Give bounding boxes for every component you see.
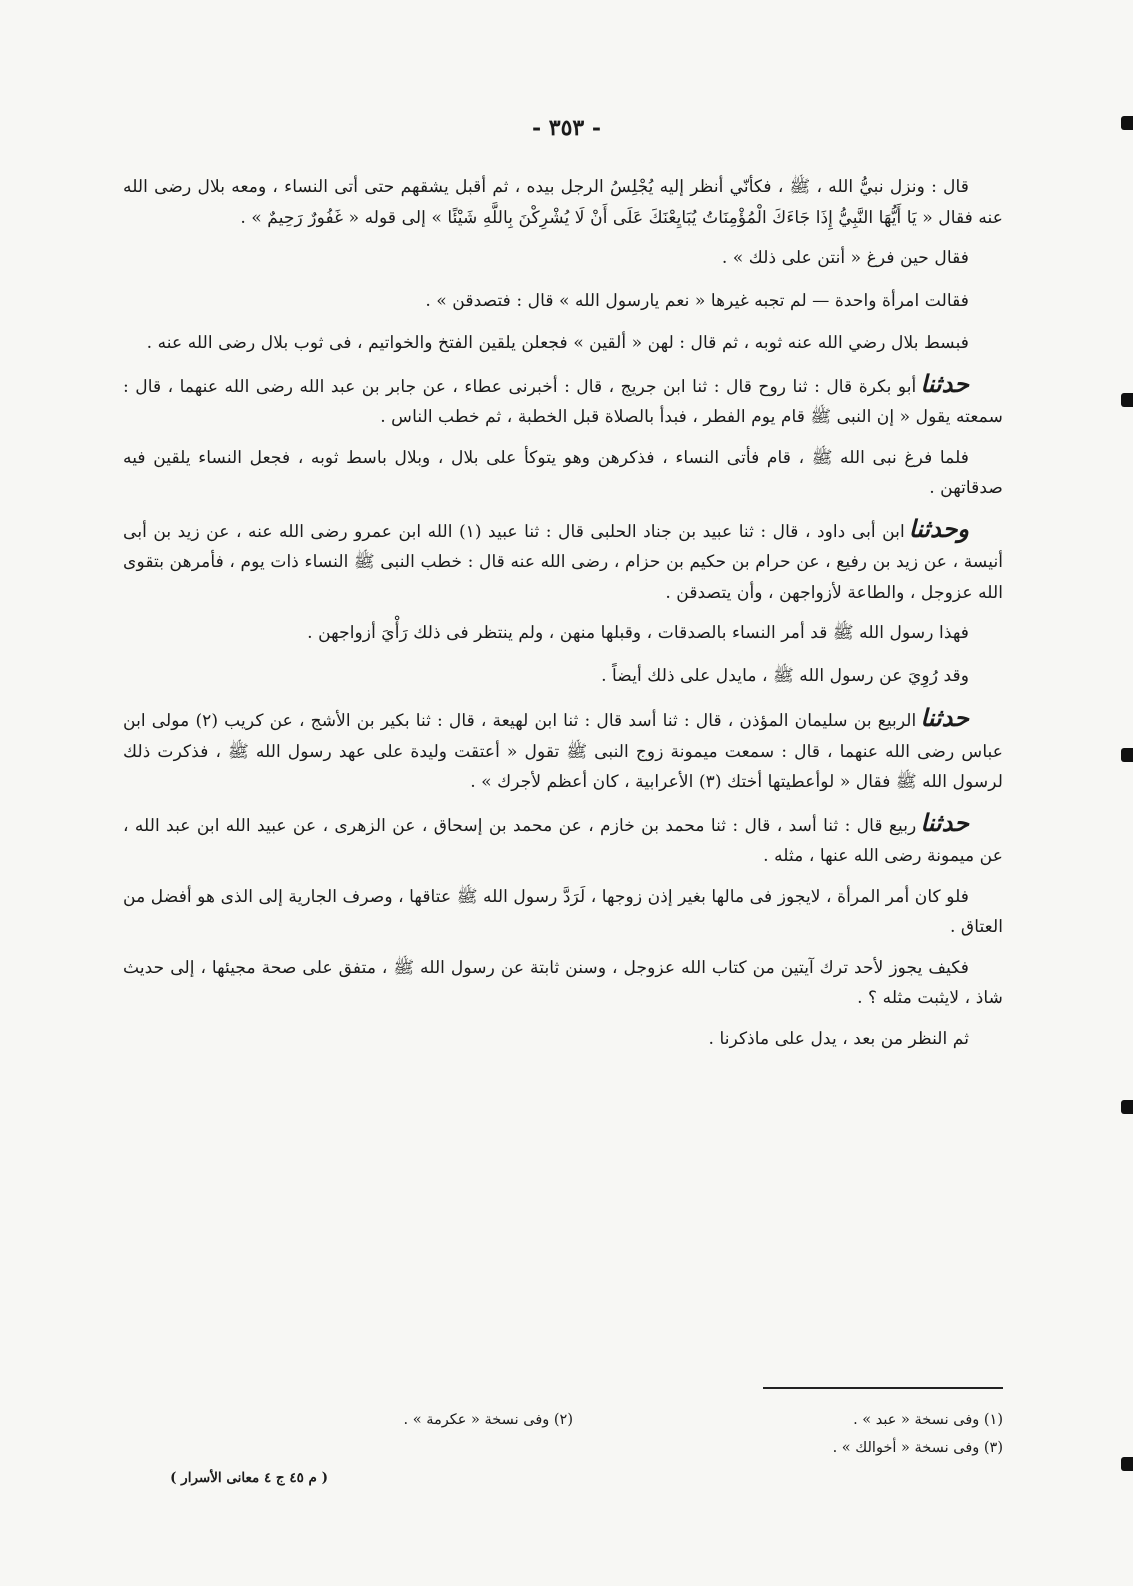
hadith-keyword: حدثنا xyxy=(920,703,969,732)
page-number: - ٣٥٣ - xyxy=(531,115,602,141)
body-text xyxy=(123,172,1003,1064)
paragraph-text: فبسط بلال رضي الله عنه ثوبه ، ثم قال : لهن « ألقين » فجعلن يلقين الفتخ والخواتيم ، فى ثوب بلال رضى الله عنه . xyxy=(146,333,969,353)
paragraph-text: فهذا رسول الله ﷺ قد أمر النساء بالصدقات ، وقبلها منهن ، ولم ينتظر فى ذلك رَأْيَ أزواجهن . xyxy=(307,623,969,643)
paragraph-text: وقد رُوِيَ عن رسول الله ﷺ ، مايدل على ذلك أيضاً . xyxy=(601,665,969,686)
paragraph xyxy=(123,953,1003,1014)
hadith-paragraph xyxy=(123,703,1003,798)
paragraph-text: ثم النظر من بعد ، يدل على ماذكرنا . xyxy=(708,1028,969,1049)
hadith-paragraph xyxy=(123,514,1003,609)
paragraph xyxy=(123,661,1003,692)
paragraph-text: قال : ونزل نبيُّ الله ، ﷺ ، فكأنّي أنظر إليه يُجْلِسُ الرجل بيده ، ثم أقبل يشقهم حتى أتى النساء ، ومعه بلال رضى الله عنه فقال « يَا أَيُّهَا النَّبِيُّ إِذَا جَاءَكَ الْمُؤْمِنَاتُ يُبَايِعْنَكَ عَلَى أَنْ لَا يُشْرِكْنَ بِاللَّهِ شَيْئًا » إلى قوله « غَفُورٌ رَحِيمٌ » . xyxy=(123,177,1003,228)
paragraph-text: أبو بكرة قال : ثنا روح قال : ثنا ابن جريج ، قال : أخبرنى عطاء ، عن جابر بن عبد الله رضى الله عنهما ، قال : سمعته يقول « إن النبى ﷺ قام يوم الفطر ، فبدأ بالصلاة قبل الخطبة ، ثم خطب الناس . xyxy=(123,376,1003,427)
hadith-paragraph xyxy=(123,369,1003,433)
page-edge-mark xyxy=(1121,748,1133,762)
paragraph xyxy=(123,172,1003,233)
page-edge-mark xyxy=(1121,393,1133,407)
paragraph-text: فلو كان أمر المرأة ، لايجوز فى مالها بغير إذن زوجها ، لَرَدَّ رسول الله ﷺ عتاقها ، وصرف الجارية إلى الذى هو أفضل من العتاق . xyxy=(123,886,1003,937)
footnote-3: (٣) وفى نسخة « أخوالك » . xyxy=(832,1440,1003,1456)
hadith-keyword: حدثنا xyxy=(920,807,969,837)
paragraph xyxy=(123,328,1003,359)
footnote-column xyxy=(293,1406,573,1434)
paragraph xyxy=(123,882,1003,943)
paragraph xyxy=(123,618,1003,649)
hadith-keyword: وحدثنا xyxy=(908,513,970,543)
page-edge-mark xyxy=(1121,1457,1133,1471)
paragraph-text: ربيع قال : ثنا أسد ، قال : ثنا محمد بن خازم ، عن محمد بن إسحاق ، عن الزهرى ، عن عبيد الله ابن عبد الله ، عن ميمونة رضى الله عنها ، مثله . xyxy=(123,815,1003,866)
paragraph-text: فقالت امرأة واحدة — لم تجبه غيرها « نعم يارسول الله » قال : فتصدقن » . xyxy=(425,290,969,311)
footnote-1: (١) وفى نسخة « عبد » . xyxy=(853,1412,1003,1428)
footnote-2: (٢) وفى نسخة « عكرمة » . xyxy=(403,1412,573,1428)
page-edge-mark xyxy=(1121,1100,1133,1114)
paragraph-text: ابن أبى داود ، قال : ثنا عبيد بن جناد الحلبى قال : ثنا عبيد (١) الله ابن عمرو رضى الله عنه ، عن زيد بن أبى أنيسة ، عن زيد بن رفيع ، عن حرام بن حكيم بن حزام ، رضى الله عنه قال : خطب النبى ﷺ النساء ذات يوم ، فأمرهن بتقوى الله عزوجل ، والطاعة لأزواجهن ، وأن يتصدقن . xyxy=(123,521,1003,603)
hadith-keyword: حدثنا xyxy=(920,368,969,398)
footnote-divider xyxy=(763,1387,1003,1389)
paragraph xyxy=(123,286,1003,317)
paragraph-text: الربيع بن سليمان المؤذن ، قال : ثنا أسد قال : ثنا ابن لهيعة ، قال : ثنا بكير بن الأشج ، عن كريب (٢) مولى ابن عباس رضى الله عنهما ، قال : سمعت ميمونة زوج النبى ﷺ تقول « أعتقت وليدة على عهد رسول الله ﷺ ، فذكرت ذلك لرسول الله ﷺ فقال « لوأعطيتها أختك (٣) الأعرابية ، كان أعظم لأجرك » . xyxy=(123,711,1003,792)
paragraph xyxy=(123,243,1003,274)
paragraph xyxy=(123,443,1003,504)
paragraph-text: فكيف يجوز لأحد ترك آيتين من كتاب الله عزوجل ، وسنن ثابتة عن رسول الله ﷺ ، متفق على صحة مجيئها ، إلى حديث شاذ ، لايثبت مثله ؟ . xyxy=(123,957,1003,1008)
printer-signature: ( م ٤٥ ج ٤ معانى الأسرار ) xyxy=(170,1470,328,1486)
paragraph xyxy=(123,1024,1003,1055)
footnote-column xyxy=(743,1406,1003,1462)
paragraph-text: فلما فرغ نبى الله ﷺ ، قام فأتى النساء ، فذكرهن وهو يتوكأ على بلال ، وبلال باسط ثوبه ، فجعل النساء يلقين فيه صدقاتهن . xyxy=(123,447,1003,498)
paragraph-text: فقال حين فرغ « أنتن على ذلك » . xyxy=(721,248,969,268)
hadith-paragraph xyxy=(123,808,1003,872)
